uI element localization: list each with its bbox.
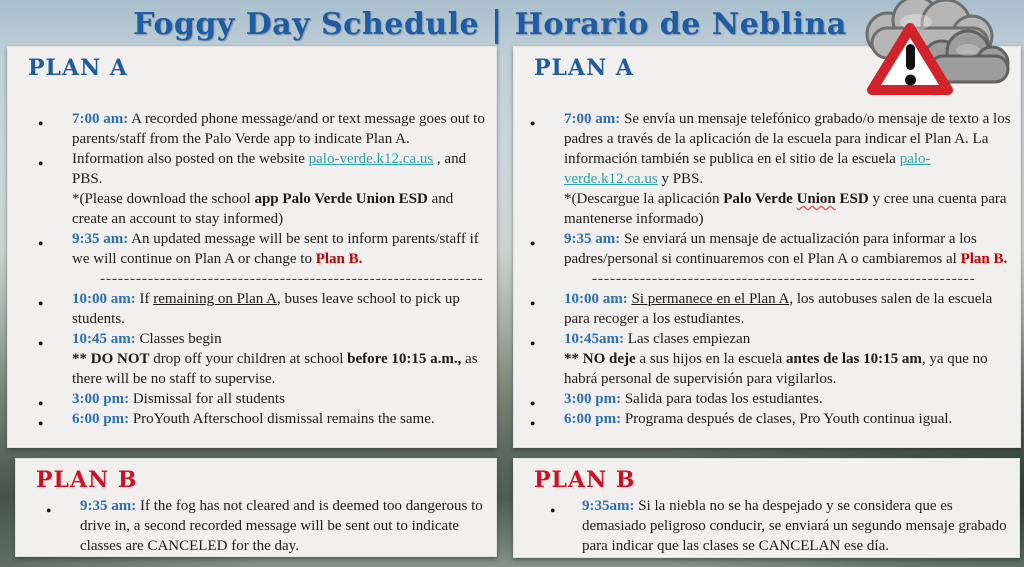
text-segment: 3:00 pm: [72, 391, 130, 407]
text-segment: Si la niebla no se ha despejado y se considera que es demasiado peligroso conducir, se enviará un segundo mensaje grabado para indicar que las clases se CANCELAN ese día. [582, 498, 1007, 554]
text-segment: ---------------------------------------------------------------- [592, 271, 976, 287]
title-divider-bar: | [491, 3, 503, 45]
schedule-item-continuation [8, 349, 488, 389]
text-segment: *(Descargue la aplicación [564, 191, 724, 207]
text-segment: 9:35 am: [564, 231, 621, 247]
page-title [133, 3, 847, 45]
bullet-icon: ● [530, 398, 536, 408]
text-segment: *(Please download the school [72, 191, 255, 207]
text-segment: drop off your children at school [149, 351, 348, 367]
text-segment: and create an account to stay informed) [72, 191, 454, 227]
text-segment: If [135, 291, 154, 307]
text-segment: Programa después de clases, Pro Youth continua igual. [621, 411, 953, 427]
schedule-item [8, 389, 488, 409]
plan-b-english-panel [15, 458, 497, 557]
text-segment: If the fog has not cleared and is deemed too dangerous to drive in, a second recorded message will be sent out to indicate classes are CANCELED for the day. [80, 498, 483, 554]
text-segment: 6:00 pm: [564, 411, 622, 427]
schedule-item-continuation [514, 349, 1012, 389]
bullet-icon: ● [530, 118, 536, 128]
plan-a-spanish-heading: PLAN A [534, 55, 634, 81]
schedule-item [514, 329, 1012, 349]
text-segment: An updated message will be sent to inform parents/staff if we will continue on Plan A or change to [72, 231, 479, 267]
text-segment: 7:00 am: [564, 111, 621, 127]
bullet-icon: ● [38, 398, 44, 408]
text-segment: 10:00 am: [564, 291, 628, 307]
text-segment: , and PBS. [72, 151, 467, 187]
text-segment: Dismissal for all students [129, 391, 285, 407]
text-segment: Plan B. [960, 251, 1008, 267]
plan-a-english-heading: PLAN A [28, 55, 128, 81]
foggy-weather-icon [846, 0, 1018, 116]
text-segment: Las clases empiezan [624, 331, 751, 347]
bullet-icon: ● [38, 298, 44, 308]
bullet-icon: ● [38, 238, 44, 248]
text-segment: Union [796, 191, 836, 207]
bullet-icon: ● [530, 238, 536, 248]
bullet-icon: ● [530, 298, 536, 308]
text-segment: antes de las 10:15 am [786, 351, 922, 367]
text-segment: 9:35 am: [80, 498, 137, 514]
schedule-item [514, 289, 1012, 329]
website-link[interactable]: palo-verde.k12.ca.us [564, 151, 931, 187]
plan-b-spanish-list [514, 496, 1019, 556]
schedule-item-continuation [8, 189, 488, 229]
text-segment: y cree una cuenta para mantenerse informado) [564, 191, 1007, 227]
schedule-item [16, 496, 488, 556]
text-segment: A recorded phone message/and or text message goes out to parents/staff from the Palo Verde app to indicate Plan A. [72, 111, 485, 147]
schedule-item [8, 289, 488, 329]
text-segment: app Palo Verde Union ESD [254, 191, 428, 207]
text-segment: 10:45am: [564, 331, 624, 347]
text-segment: , ya que no habrá personal de supervisión para vigilarlos. [564, 351, 988, 387]
plan-a-spanish-list [514, 109, 1020, 429]
text-segment: 6:00 pm: [72, 411, 130, 427]
website-link[interactable]: palo-verde.k12.ca.us [308, 151, 434, 167]
text-segment: ESD [835, 191, 869, 207]
schedule-item [514, 496, 1011, 556]
text-segment: , los autobuses salen de la escuela para recoger a los estudiantes. [564, 291, 993, 327]
text-segment: remaining on Plan A [153, 291, 277, 307]
plan-b-english-heading: PLAN B [36, 467, 138, 493]
text-segment: Si permanece en el Plan A [631, 291, 790, 307]
schedule-item [514, 229, 1012, 269]
text-segment: Classes begin [135, 331, 222, 347]
text-segment: ---------------------------------------------------------------- [100, 271, 484, 287]
text-segment: ** NO deje [564, 351, 636, 367]
plan-b-english-list [16, 496, 496, 556]
text-segment: 3:00 pm: [564, 391, 622, 407]
bullet-icon: ● [530, 338, 536, 348]
schedule-item [8, 109, 488, 149]
text-segment: Information also posted on the website [72, 151, 309, 167]
text-segment: Palo Verde [723, 191, 797, 207]
bullet-icon: ● [46, 505, 52, 515]
text-segment: 9:35 am: [72, 231, 129, 247]
text-segment: Salida para todas los estudiantes. [621, 391, 823, 407]
plan-a-english-panel [7, 46, 497, 448]
title-english: Foggy Day Schedule [133, 6, 480, 42]
bullet-icon: ● [38, 158, 44, 168]
bullet-icon: ● [550, 505, 556, 515]
bullet-icon: ● [530, 418, 536, 428]
schedule-item [514, 409, 1012, 429]
bullet-icon: ● [38, 418, 44, 428]
schedule-item [514, 109, 1012, 189]
text-segment: a sus hijos en la escuela [635, 351, 787, 367]
text-segment: ProYouth Afterschool dismissal remains the same. [129, 411, 435, 427]
page-header [0, 0, 980, 48]
schedule-item [514, 389, 1012, 409]
text-segment: as there will be no staff to supervise. [72, 351, 478, 387]
schedule-item-continuation [514, 269, 1012, 289]
text-segment: y PBS. [657, 171, 704, 187]
text-segment: , buses leave school to pick up students. [72, 291, 460, 327]
bullet-icon: ● [38, 118, 44, 128]
schedule-item-continuation [8, 269, 488, 289]
text-segment: 10:45 am: [72, 331, 136, 347]
schedule-item-continuation [514, 189, 1012, 229]
text-segment: ** DO NOT [72, 351, 150, 367]
text-segment: Plan B. [315, 251, 363, 267]
text-segment: 10:00 am: [72, 291, 136, 307]
text-segment: Se enviará un mensaje de actualización para informar a los padres/personal si continuaremos con el Plan A o cambiaremos al [564, 231, 977, 267]
bullet-icon: ● [38, 338, 44, 348]
text-segment: 7:00 am: [72, 111, 129, 127]
schedule-item [8, 149, 488, 189]
text-segment: 9:35am: [582, 498, 635, 514]
schedule-item [8, 229, 488, 269]
plan-a-english-list [8, 109, 496, 429]
plan-b-spanish-heading: PLAN B [534, 467, 636, 493]
title-spanish: Horario de Neblina [514, 6, 847, 42]
schedule-item [8, 409, 488, 429]
text-segment: before 10:15 a.m., [347, 351, 462, 367]
plan-b-spanish-panel [513, 458, 1020, 558]
schedule-item [8, 329, 488, 349]
text-segment: Se envía un mensaje telefónico grabado/o mensaje de texto a los padres a través de la aplicación de la escuela para indicar el Plan A. La información también se publica en el sitio de la escuela [564, 111, 1011, 167]
